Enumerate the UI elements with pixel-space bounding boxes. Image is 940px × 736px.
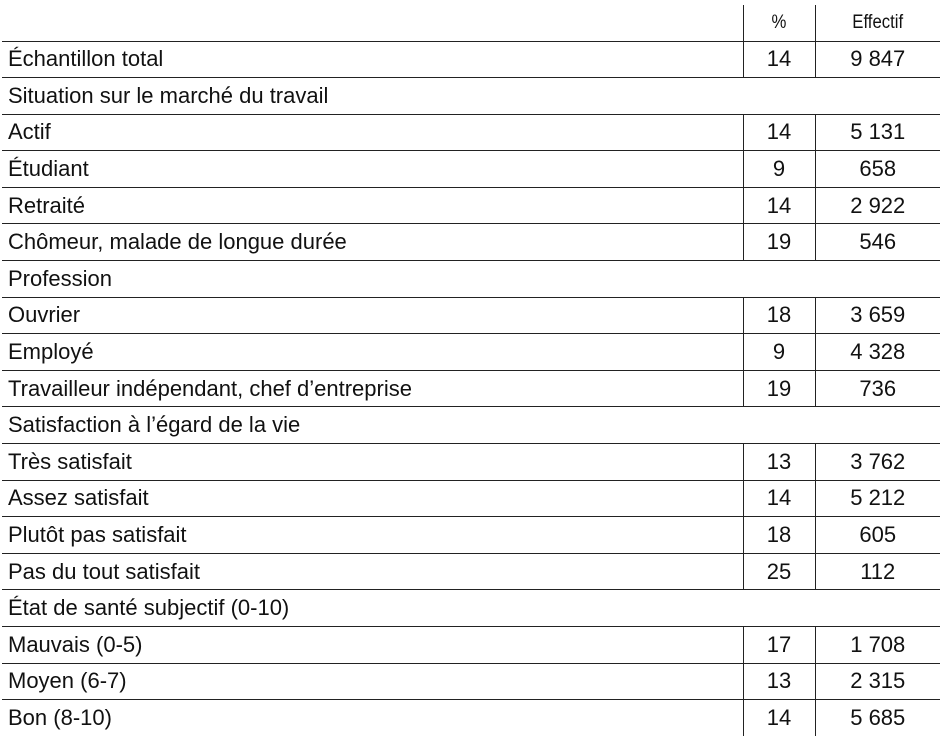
table-row [2, 370, 940, 407]
header-pct: % [747, 5, 810, 41]
row-pct: 14 [743, 41, 815, 78]
row-label: Employé [2, 334, 743, 371]
row-label: Très satisfait [2, 444, 743, 481]
row-effectif: 4 328 [815, 334, 940, 371]
table-row-total [2, 41, 940, 78]
row-effectif: 5 212 [815, 480, 940, 517]
table-row [2, 627, 940, 664]
section-header-row [2, 590, 940, 627]
row-effectif: 3 659 [815, 297, 940, 334]
row-pct: 14 [743, 700, 815, 736]
row-pct: 9 [743, 334, 815, 371]
row-label: Plutôt pas satisfait [2, 517, 743, 554]
section-header-row [2, 407, 940, 444]
row-pct: 18 [743, 517, 815, 554]
table-row [2, 444, 940, 481]
row-effectif: 605 [815, 517, 940, 554]
row-effectif: 2 315 [815, 663, 940, 700]
row-effectif: 1 708 [815, 627, 940, 664]
row-label: Retraité [2, 187, 743, 224]
table-row [2, 297, 940, 334]
section-title: Situation sur le marché du travail [2, 78, 940, 115]
row-label: Pas du tout satisfait [2, 553, 743, 590]
row-label: Mauvais (0-5) [2, 627, 743, 664]
row-pct: 17 [743, 627, 815, 664]
row-pct: 14 [743, 187, 815, 224]
row-pct: 14 [743, 480, 815, 517]
row-effectif: 2 922 [815, 187, 940, 224]
row-effectif: 5 685 [815, 700, 940, 736]
row-pct: 9 [743, 151, 815, 188]
row-pct: 19 [743, 370, 815, 407]
section-header-row [2, 78, 940, 115]
row-effectif: 736 [815, 370, 940, 407]
row-label: Étudiant [2, 151, 743, 188]
row-label: Moyen (6-7) [2, 663, 743, 700]
row-label: Actif [2, 114, 743, 151]
row-effectif: 546 [815, 224, 940, 261]
row-pct: 18 [743, 297, 815, 334]
row-effectif: 3 762 [815, 444, 940, 481]
row-label: Ouvrier [2, 297, 743, 334]
row-pct: 19 [743, 224, 815, 261]
table-row [2, 187, 940, 224]
table-row [2, 151, 940, 188]
row-label: Assez satisfait [2, 480, 743, 517]
header-label-cell [2, 5, 743, 41]
section-title: Profession [2, 261, 940, 298]
row-pct: 14 [743, 114, 815, 151]
table-row [2, 114, 940, 151]
data-table [2, 5, 940, 736]
table-header-row [2, 5, 940, 41]
row-pct: 25 [743, 553, 815, 590]
table-row [2, 224, 940, 261]
section-header-row [2, 261, 940, 298]
section-title: Satisfaction à l’égard de la vie [2, 407, 940, 444]
header-effectif: Effectif [823, 5, 933, 41]
table-row [2, 517, 940, 554]
row-pct: 13 [743, 444, 815, 481]
row-effectif: 112 [815, 553, 940, 590]
row-label: Chômeur, malade de longue durée [2, 224, 743, 261]
table-row [2, 334, 940, 371]
row-pct: 13 [743, 663, 815, 700]
row-label: Travailleur indépendant, chef d’entreprise [2, 370, 743, 407]
row-effectif: 9 847 [815, 41, 940, 78]
table-row [2, 553, 940, 590]
row-effectif: 5 131 [815, 114, 940, 151]
table-row [2, 480, 940, 517]
table-row [2, 663, 940, 700]
row-effectif: 658 [815, 151, 940, 188]
row-label: Bon (8-10) [8, 705, 112, 731]
row-label: Échantillon total [2, 41, 743, 78]
section-title: État de santé subjectif (0-10) [2, 590, 940, 627]
